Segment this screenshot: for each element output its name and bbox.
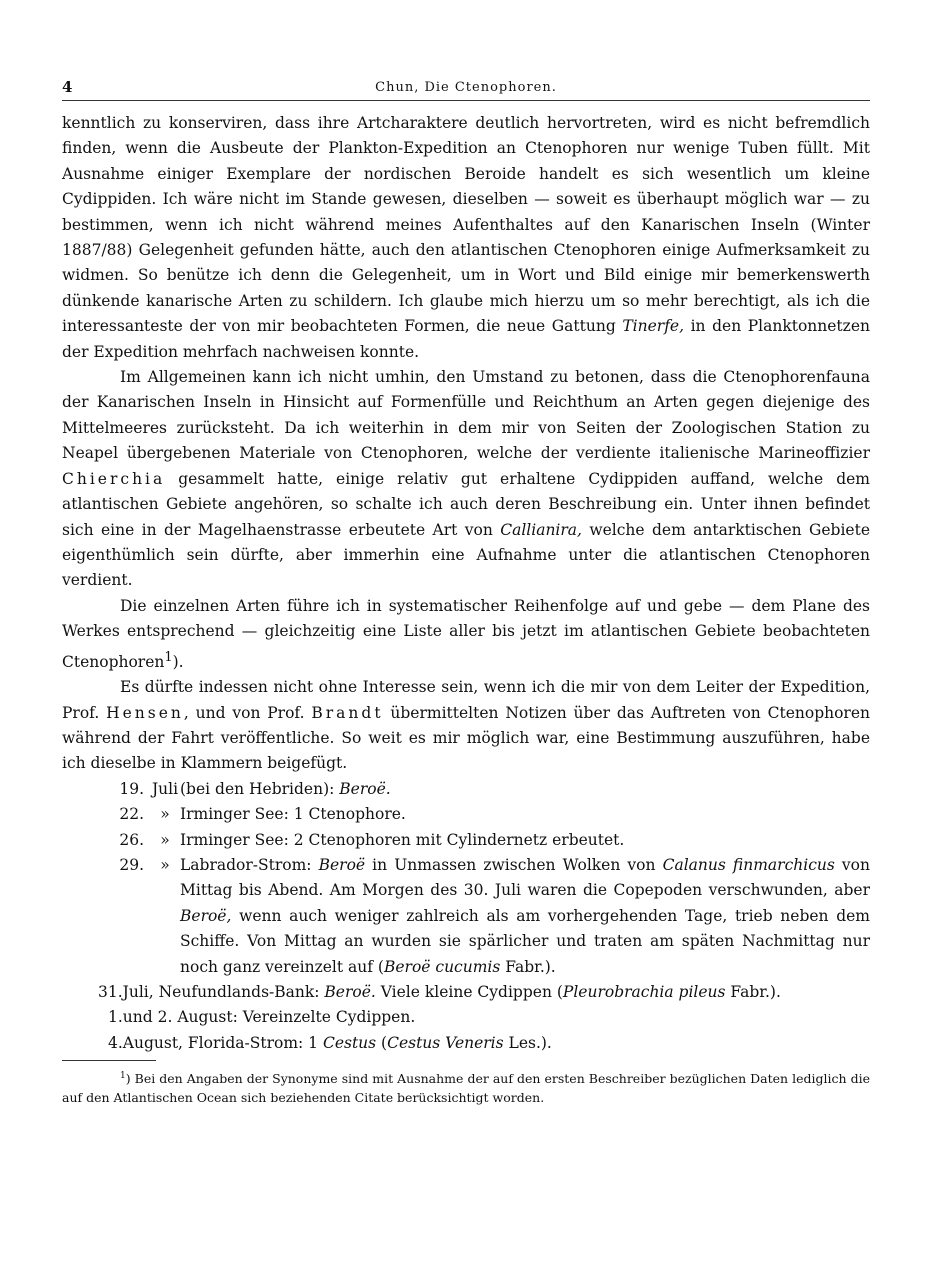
text-run: Fabr.). xyxy=(500,957,556,976)
entry-text: und 2. August: Vereinzelte Cydippen. xyxy=(122,1008,416,1027)
footnote-rule xyxy=(62,1060,156,1061)
body-text xyxy=(62,111,870,777)
entry-day: 19. xyxy=(119,779,144,798)
person-name: Brandt xyxy=(311,703,384,722)
ditto-mark: » xyxy=(160,805,170,824)
text-run: von Mittag bis Abend. Am Morgen des 30. Juli waren die Copepoden verschwunden, aber xyxy=(180,855,870,900)
entry-day: 22. xyxy=(119,805,144,824)
entry-day: 4. xyxy=(108,1033,123,1052)
log-entry xyxy=(62,802,870,827)
log-entry xyxy=(62,1005,870,1030)
text-run: wenn auch weniger zahlreich als am vorhergehenden Tage, trieb neben dem Schiffe. Von Mittag an wurden sie spärlicher und traten am späten Nachmittag nur noch ganz vereinzelt auf ( xyxy=(180,906,870,976)
text-run: in Unmassen zwischen Wolken von xyxy=(365,855,663,874)
footnote xyxy=(62,1067,870,1107)
log-entry xyxy=(62,777,870,802)
species-name: Pleurobrachia pileus xyxy=(562,982,726,1001)
entry-month: Juli xyxy=(151,779,179,798)
paragraph xyxy=(62,594,870,675)
log-entry xyxy=(62,980,870,1005)
log-entry xyxy=(62,853,870,980)
entry-text xyxy=(123,1031,870,1056)
genus-name: Tinerfe, xyxy=(622,317,685,336)
species-name: Calanus finmarchicus xyxy=(662,855,835,874)
entry-text xyxy=(123,980,870,1005)
person-name: Hensen xyxy=(106,703,184,722)
text-run: Labrador-Strom: xyxy=(180,855,319,874)
species-name: Beroë cucumis xyxy=(383,957,501,976)
species-name: Beroë. xyxy=(339,779,391,798)
entry-text: Irminger See: 1 Ctenophore. xyxy=(180,805,406,824)
paragraph xyxy=(62,111,870,365)
entry-text xyxy=(180,853,870,980)
text-run: übermittelten Notizen über das Auftreten von Ctenophoren während der Fahrt veröffentliche. So weit es mir möglich war, eine Bestimmung auszuführen, habe ich dieselbe in Klammern beigefügt. xyxy=(62,703,870,773)
species-name: Beroë. xyxy=(324,982,376,1001)
text-run: Viele kleine Cydippen ( xyxy=(375,982,563,1001)
genus-name: Callianira, xyxy=(500,520,582,539)
footnote-ref: 1 xyxy=(164,649,173,665)
text-run: (bei den Hebriden): xyxy=(180,779,340,798)
entry-day: 1. xyxy=(108,1008,123,1027)
paragraph xyxy=(62,365,870,594)
footnote-mark: 1 xyxy=(120,1071,126,1082)
entry-text: Irminger See: 2 Ctenophoren mit Cylindernetz erbeutet. xyxy=(180,830,625,849)
text-run: ( xyxy=(376,1033,388,1052)
text-run: Die einzelnen Arten führe ich in systematischer Reihenfolge auf und gebe — dem Plane des Werkes entsprechend — gleichzeitig eine Liste aller bis jetzt im atlantischen Gebiete beobachteten Ctenophoren xyxy=(62,596,870,671)
person-name: Chierchia xyxy=(62,469,166,488)
paragraph xyxy=(62,675,870,777)
entry-day: 29. xyxy=(119,855,144,874)
text-run: Im Allgemeinen kann ich nicht umhin, den Umstand zu betonen, dass die Ctenophorenfauna der Kanarischen Inseln in Hinsicht auf Formenfülle und Reichthum an Arten gegen diejenige des Mittelmeeres zurücksteht. Da ich weiterhin in dem mir von Seiten der Zoologischen Station zu Neapel übergebenen Materiale von Ctenophoren, welche der verdiente italienische Marineoffizier xyxy=(62,368,870,463)
text-run: Fabr.). xyxy=(725,982,781,1001)
text-run: ). xyxy=(172,652,184,671)
text-run: kenntlich zu konserviren, dass ihre Artcharaktere deutlich hervortreten, wird es nicht befremdlich finden, wenn die Ausbeute der Plankton-Expedition an Ctenophoren nur wenige Tuben füllt. Mit Ausnahme einiger Exemplare der nordischen Beroide handelt es sich wesentlich um kleine Cydippiden. Ich wäre nicht im Stande gewesen, dieselben — soweit es überhaupt möglich war — zu bestimmen, wenn ich nicht während meines Aufenthaltes auf den Kanarischen Inseln (Winter 1887/88) Gelegenheit gefunden hätte, auch den atlantischen Ctenophoren einige Aufmerksamkeit zu widmen. So benütze ich denn die Gelegenheit, um in Wort und Bild einige mir bemerkenswerth dünkende kanarische Arten zu schildern. Ich glaube mich hierzu um so mehr berechtigt, als ich die interessanteste der von mir beobachteten Formen, die neue Gattung xyxy=(62,114,870,336)
text-run: , und von Prof. xyxy=(183,703,312,722)
log-entry xyxy=(62,1031,870,1056)
species-name: Cestus xyxy=(322,1033,377,1052)
text-run: August, Florida-Strom: 1 xyxy=(122,1033,323,1052)
footnote-text: ) Bei den Angaben der Synonyme sind mit Ausnahme der auf den ersten Beschreiber bezüglichen Daten lediglich die auf den Atlantischen Ocean sich beziehenden Citate berücksichtigt worden. xyxy=(62,1071,870,1106)
text-run: gesammelt hatte, einige relativ gut erhaltene Cydippiden auffand, welche dem atlantischen Gebiete angehören, so schalte ich auch deren Beschreibung ein. Unter ihnen befindet sich eine in der Magelhaenstrasse erbeutete Art von xyxy=(62,469,870,539)
page-number: 4 xyxy=(62,78,73,96)
text-run: Les.). xyxy=(503,1033,552,1052)
text-run: in den Planktonnetzen der Expedition mehrfach nachweisen konnte. xyxy=(62,317,870,361)
text-run: welche dem antarktischen Gebiete eigenthümlich sein dürfte, aber immerhin eine Aufnahme unter die atlantischen Ctenophoren verdient. xyxy=(62,520,871,590)
ditto-mark: » xyxy=(160,855,170,874)
log-entry xyxy=(62,828,870,853)
species-name: Cestus Veneris xyxy=(387,1033,504,1052)
page xyxy=(62,76,870,1107)
species-name: Beroë xyxy=(318,855,366,874)
entry-day: 26. xyxy=(119,830,144,849)
text-run: Juli, Neufundlands-Bank: xyxy=(122,982,325,1001)
entry-text xyxy=(180,777,870,802)
ditto-mark: » xyxy=(160,830,170,849)
entry-day: 31. xyxy=(98,982,123,1001)
page-header xyxy=(62,76,870,101)
species-name: Beroë, xyxy=(180,906,232,925)
text-run: Es dürfte indessen nicht ohne Interesse sein, wenn ich die mir von dem Leiter der Expedition, Prof. xyxy=(62,678,870,722)
log-entries xyxy=(62,777,870,1056)
running-title: Chun, Die Ctenophoren. xyxy=(375,80,557,95)
